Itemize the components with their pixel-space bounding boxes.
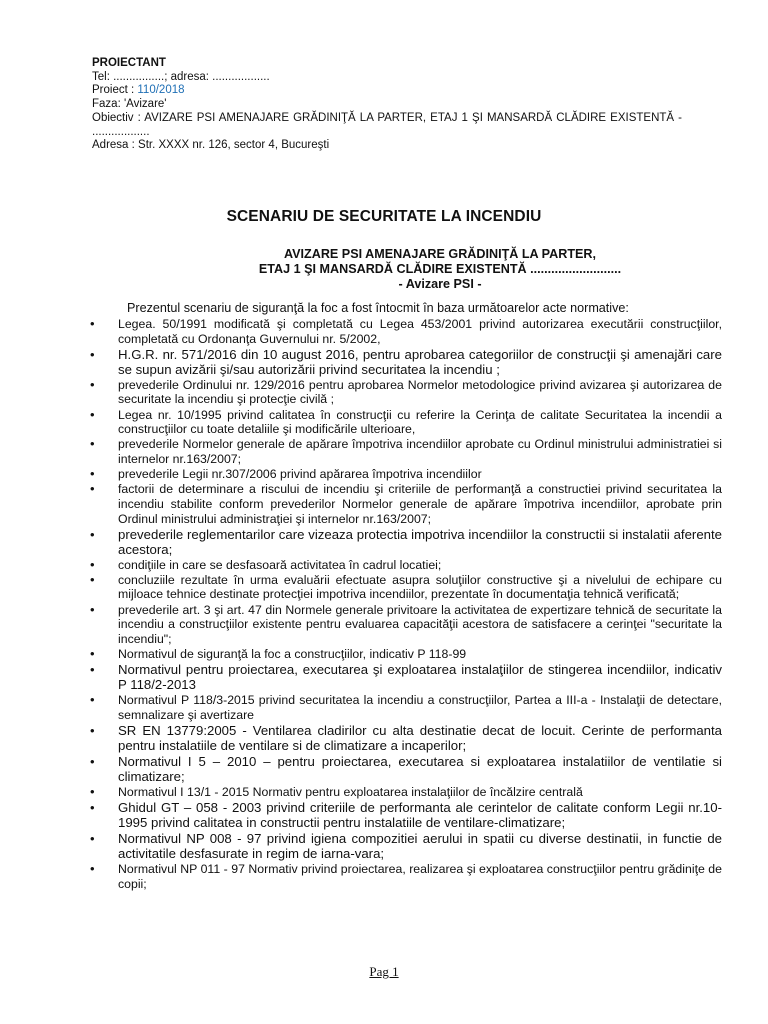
list-item: • prevederile Legii nr.307/2006 privind apărarea împotriva incendiilor (90, 466, 482, 482)
bullet-icon: • (90, 754, 95, 769)
list-item: • prevederile Ordinului nr. 129/2016 pentru aprobarea Normelor metodologice privind avizarea şi autorizarea de securitate la incendiu şi protecţie civilă ; (90, 376, 722, 407)
bullet-icon: • (90, 861, 95, 877)
bullet-icon: • (90, 662, 95, 678)
tel-address-line: Tel: ................; adresa: .................. (92, 70, 270, 83)
bullet-icon: • (90, 723, 95, 738)
address-line: Adresa : Str. XXXX nr. 126, sector 4, Bucureşti (92, 139, 330, 152)
list-item: • Normativul pentru proiectarea, executarea şi exploatarea instalaţiilor de stingerea incendiilor, indicativ P 118/2-2013 (90, 662, 722, 693)
list-item: • Normativul P 118/3-2015 privind securitatea la incendiu a construcţiilor, Partea a III-a - Instalaţii de detectare, semnalizare şi avertizare (90, 692, 722, 722)
list-item: • Normativul I 13/1 - 2015 Normativ pentru exploatarea instalaţiilor de încălzire centrală (90, 784, 583, 799)
list-item: • concluziile rezultate în urma evaluării efectuate asupra soluţiilor constructive şi a nivelului de echipare cu mijloace tehnice destinate protecţiei impotriva incendiilor, prezentate în documentaţia tehnică verificată; (90, 571, 722, 602)
phase-line: Faza: 'Avizare' (92, 98, 167, 111)
subtitle-line-1: AVIZARE PSI AMENAJARE GRĂDINIŢĂ LA PARTER, (283, 247, 597, 261)
bullet-icon: • (90, 376, 95, 392)
project-number-line (92, 84, 682, 98)
proiectant-label: PROIECTANT (92, 57, 166, 69)
project-label: Proiect : (92, 84, 138, 97)
bullet-icon: • (90, 692, 95, 708)
list-item: • SR EN 13779:2005 - Ventilarea cladirilor cu alta destinatie decat de locuit. Cerinte de performanta pentru instalatiile de ventilare si de climatizare a incaperilor; (90, 723, 722, 754)
list-item: • Normativul de siguranţă la foc a construcţiilor, indicativ P 118-99 (90, 646, 467, 662)
bullet-icon: • (90, 526, 95, 542)
bullet-icon: • (90, 436, 95, 452)
bullet-icon: • (90, 784, 95, 799)
subtitle-line-3: - Avizare PSI - (398, 276, 482, 291)
bullet-icon: • (90, 571, 95, 587)
bullet-icon: • (90, 601, 95, 617)
list-item: • prevederile reglementarilor care vizeaza protectia impotriva incendiilor la constructii si instalatii aferente acestora; (90, 526, 722, 557)
page-number: Pag 1 (369, 964, 399, 979)
intro-paragraph: Prezentul scenariu de siguranţă la foc a fost întocmit în baza următoarelor acte normative: (127, 301, 629, 315)
bullet-icon: • (90, 466, 95, 482)
bullet-icon: • (90, 316, 95, 331)
list-item: • Normativul NP 008 - 97 privind igiena compozitiei aerului in spatii cu diverse destinatii, in functie de activitatile desfasurate in regim de iarna-vara; (90, 831, 722, 862)
list-item: • Ghidul GT – 058 - 2003 privind criteriile de performanta ale cerintelor de calitate conform Legii nr.10-1995 privind calitatea in constructii pentru instalatiile de ventilare-climatizare; (90, 800, 722, 831)
bullet-icon: • (90, 481, 95, 497)
objective-line: Obiectiv : AVIZARE PSI AMENAJARE GRĂDINIŢĂ LA PARTER, ETAJ 1 ŞI MANSARDĂ CLĂDIRE EXISTENTĂ - .................. (92, 111, 682, 138)
list-item: • Normativul NP 011 - 97 Normativ privind proiectarea, realizarea şi exploatarea construcţiilor pentru grădiniţe de copii; (90, 861, 722, 891)
document-title: SCENARIU DE SECURITATE LA INCENDIU (226, 208, 542, 225)
project-number: 110/2018 (137, 84, 185, 97)
list-item: • prevederile art. 3 şi art. 47 din Normele generale privitoare la activitatea de expertizare tehnică de securitate la incendiu a construcţiilor existente pentru evaluarea capacităţii acestora de satisfacere a cerinţei "securitate la incendiu"; (90, 601, 722, 646)
list-item: • Legea nr. 10/1995 privind calitatea în construcţii cu referire la Cerinţa de calitate Securitatea la incendii a construcţiilor cu toate detaliile şi modificările ulterioare, (90, 406, 722, 437)
project-header (92, 57, 682, 153)
bullet-icon: • (90, 406, 95, 422)
list-item: • Normativul I 5 – 2010 – pentru proiectarea, executarea si exploatarea instalatiilor de ventilatie si climatizare; (90, 754, 722, 785)
list-item: • condiţiile in care se desfasoară activitatea în cadrul locatiei; (90, 556, 442, 572)
normative-list (90, 317, 722, 892)
bullet-icon: • (90, 800, 95, 816)
bullet-icon: • (90, 646, 95, 662)
list-item: • prevederile Normelor generale de apărare împotriva incendiilor aprobate cu Ordinul ministrului administratiei si internelor nr.163/2007; (90, 436, 722, 466)
list-item: • factorii de determinare a riscului de incendiu şi criteriile de performanţă a constructiei privind securitatea la incendiu stabilite conform prevederilor Normelor generale de apărare împotriva incendiilor, aprobate prin Ordinul ministrului administraţiei şi internelor nr.163/2007; (90, 481, 722, 526)
bullet-icon: • (90, 831, 95, 847)
list-item: • Legea. 50/1991 modificată şi completată cu Legea 453/2001 privind autorizarea executării construcţiilor, completată cu Ordonanţa Guvernului nr. 5/2002, (90, 316, 722, 346)
bullet-icon: • (90, 556, 95, 572)
list-item: • H.G.R. nr. 571/2016 din 10 august 2016, pentru aprobarea categoriilor de construcţii şi amenajări care se supun avizării şi/sau autorizării privind securitatea la incendiu ; (90, 346, 722, 377)
bullet-icon: • (90, 346, 95, 362)
document-subtitle (0, 247, 768, 291)
subtitle-line-2: ETAJ 1 ŞI MANSARDĂ CLĂDIRE EXISTENTĂ .......................... (258, 261, 622, 276)
